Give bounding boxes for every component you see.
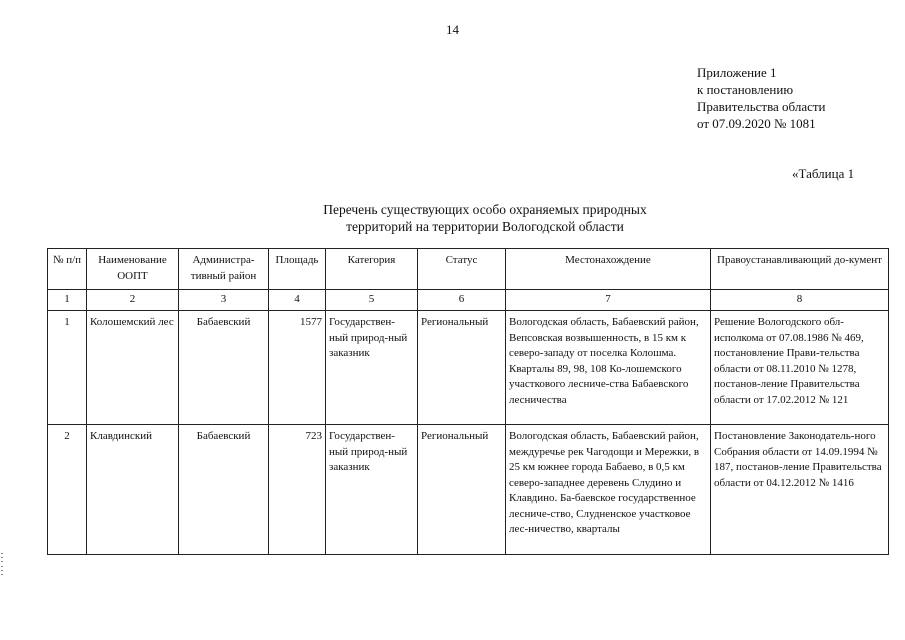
cell-name: Клавдинский	[87, 425, 179, 555]
cell-status: Региональный	[418, 425, 506, 555]
document-title-line: Перечень существующих особо охраняемых природных	[323, 202, 647, 217]
document-title-line: территорий на территории Вологодской области	[346, 219, 624, 234]
protected-areas-table	[47, 248, 889, 555]
cell-district: Бабаевский	[179, 311, 269, 425]
header-location: Местонахождение	[506, 249, 711, 290]
cell-category: Государствен-ный природ-ный заказник	[326, 311, 418, 425]
cell-status: Региональный	[418, 311, 506, 425]
cell-category: Государствен-ный природ-ный заказник	[326, 425, 418, 555]
page-number: 14	[446, 22, 459, 37]
scan-artifact	[1, 566, 3, 567]
cell-document: Постановление Законодатель-ного Собрания области от 14.09.1994 № 187, постанов-ление Правительства области от 04.12.2012 № 1416	[711, 425, 889, 555]
appendix-block	[697, 64, 826, 132]
appendix-line: к постановлению	[697, 82, 794, 97]
column-number: 2	[87, 290, 179, 311]
cell-document: Решение Вологодского обл-исполкома от 07.08.1986 № 469, постановление Прави-тельства области от 08.11.2010 № 1278, постанов-ление Правительства области от 17.02.2012 № 121	[711, 311, 889, 425]
cell-district: Бабаевский	[179, 425, 269, 555]
appendix-line: Правительства области	[697, 99, 826, 114]
cell-location: Вологодская область, Бабаевский район, Вепсовская возвышенность, в 15 км к северо-западу от поселка Колошма. Кварталы 89, 98, 108 Ко-лошемского участкового лесниче-ства Бабаевского лесничества	[506, 311, 711, 425]
header-category: Категория	[326, 249, 418, 290]
scan-artifact	[1, 561, 3, 562]
cell-location: Вологодская область, Бабаевский район, междуречье рек Чагодощи и Мережки, в 25 км южнее города Бабаево, в 0,5 км северо-западнее деревень Слудино и Клавдино. Ба-баевское государственное лесниче-ство, Слудненское участковое лес-ничество, кварталы	[506, 425, 711, 555]
cell-number: 1	[48, 311, 87, 425]
appendix-line: от 07.09.2020 № 1081	[697, 116, 816, 131]
column-number: 6	[418, 290, 506, 311]
column-number: 7	[506, 290, 711, 311]
column-number: 4	[269, 290, 326, 311]
scan-artifact	[1, 574, 3, 575]
scan-artifact	[1, 570, 3, 571]
column-number: 3	[179, 290, 269, 311]
column-number: 5	[326, 290, 418, 311]
header-number: № п/п	[48, 249, 87, 290]
header-district: Администра-тивный район	[179, 249, 269, 290]
header-name: Наименование ООПТ	[87, 249, 179, 290]
cell-number: 2	[48, 425, 87, 555]
table-row	[48, 311, 889, 425]
column-number: 1	[48, 290, 87, 311]
column-number-row	[48, 290, 889, 311]
table-row	[48, 425, 889, 555]
header-area: Площадь	[269, 249, 326, 290]
appendix-line: Приложение 1	[697, 65, 777, 80]
table-reference: «Таблица 1	[792, 166, 855, 181]
header-document: Правоустанавливающий до-кумент	[711, 249, 889, 290]
header-status: Статус	[418, 249, 506, 290]
cell-name: Колошемский лес	[87, 311, 179, 425]
scan-artifact	[1, 557, 3, 558]
cell-area: 723	[269, 425, 326, 555]
document-title	[183, 201, 787, 235]
cell-area: 1577	[269, 311, 326, 425]
table-header-row	[48, 249, 889, 290]
column-number: 8	[711, 290, 889, 311]
scan-artifact	[1, 553, 3, 554]
